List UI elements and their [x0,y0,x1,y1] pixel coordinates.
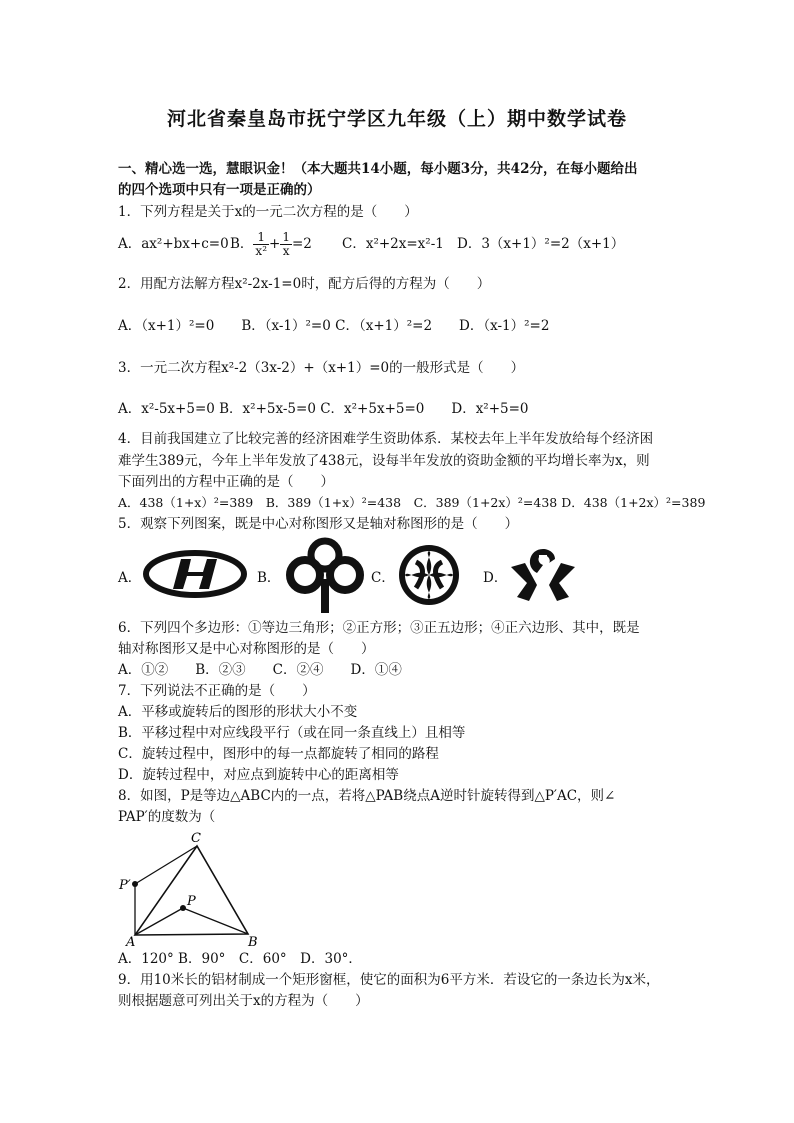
section-heading-line2: 的四个选项中只有一项是正确的） [118,182,321,198]
q8-triangle-figure [115,826,275,948]
fraction-numerator: 1 [282,229,290,244]
q8-line1: 8．如图，P是等边△ABC内的一点，若将△PAB绕点A逆时针旋转得到△P′AC，则∠ [118,788,616,804]
q2-options: A．（x+1）²=0 B．（x-1）²=0 C．（x+1）²=2 D．（x-1）²=2 [118,318,550,334]
q1-option-d: D．3（x+1）²=2（x+1） [457,236,625,252]
q1-option-c: C．x²+2x=x²-1 [342,236,444,252]
q7-option-d: D．旋转过程中，对应点到旋转中心的距离相等 [118,767,399,783]
q5-figure-c [394,542,464,608]
q1-option-b-rhs: =2 [291,236,312,252]
q1-option-a: A．ax²+bx+c=0 [118,236,229,252]
q4-line3: 下面列出的方程中正确的是（ ） [118,474,334,490]
q8-line2: PAP′的度数为（ [118,809,216,825]
q6-line1: 6．下列四个多边形：①等边三角形；②正方形；③正五边形；④正六边形、其中，既是 [118,620,640,636]
q1-fraction-2 [280,231,292,258]
q3-options: A．x²-5x+5=0 B．x²+5x-5=0 C．x²+5x+5=0 D．x²+5=0 [118,401,529,417]
label-c: C [191,831,201,846]
q5-figure-a [143,549,247,599]
q9-line1: 9．用10米长的铝材制成一个矩形窗框，使它的面积为6平方米．若设它的一条边长为x米， [118,972,660,988]
q1-plus: + [269,236,281,252]
q5-figure-b [283,537,367,615]
fraction-denominator: x [282,243,290,258]
q7-option-c: C．旋转过程中，图形中的每一点都旋转了相同的路程 [118,746,439,762]
q5-label-b: B． [257,570,281,586]
q5-stem: 5．观察下列图案，既是中心对称图形又是轴对称图形的是（ ） [118,516,519,532]
section-heading-line1: 一、精心选一选，慧眼识金！（本大题共14小题，每小题3分，共42分，在每小题给出 [118,161,638,177]
label-a: A [126,935,136,948]
q5-label-c: C． [371,570,395,586]
fraction-numerator: 1 [253,231,269,245]
q5-label-a: A． [118,570,142,586]
q4-line1: 4．目前我国建立了比较完善的经济困难学生资助体系．某校去年上半年发放给每个经济困 [118,431,654,447]
label-b: B [248,935,258,948]
label-p-prime: P′ [119,878,131,893]
q1-fraction-1 [253,231,269,258]
q1-option-b [230,226,312,262]
fraction-denominator: x² [255,243,267,258]
q1-option-b-label: B． [230,236,254,252]
page-title: 河北省秦皇岛市抚宁学区九年级（上）期中数学试卷 [166,108,627,130]
q1-stem: 1．下列方程是关于x的一元二次方程的是（ ） [118,204,418,220]
q7-option-a: A．平移或旋转后的图形的形状大小不变 [118,704,358,720]
q5-label-d: D． [483,570,508,586]
q7-stem: 7．下列说法不正确的是（ ） [118,683,316,699]
q2-stem: 2．用配方法解方程x²-2x-1=0时，配方后得的方程为（ ） [118,276,491,292]
q4-options: A．438（1+x）²=389 B．389（1+x）²=438 C．389（1+2x）²=438 D．438（1+2x）²=389 [118,495,706,510]
q5-figure-d [507,545,579,603]
q9-line2: 则根据题意可列出关于x的方程为（ ） [118,993,369,1009]
q6-options: A．①② B．②③ C．②④ D．①④ [118,662,402,678]
label-p: P [187,894,196,909]
q3-stem: 3．一元二次方程x²-2（3x-2）+（x+1）=0的一般形式是（ ） [118,360,525,376]
q4-line2: 难学生389元，今年上半年发放了438元，设每半年发放的资助金额的平均增长率为x，则 [118,453,650,469]
q6-line2: 轴对称图形又是中心对称图形的是（ ） [118,641,375,657]
q7-option-b: B．平移过程中对应线段平行（或在同一条直线上）且相等 [118,725,466,741]
q8-options: A．120° B．90° C．60° D．30°． [118,951,362,967]
